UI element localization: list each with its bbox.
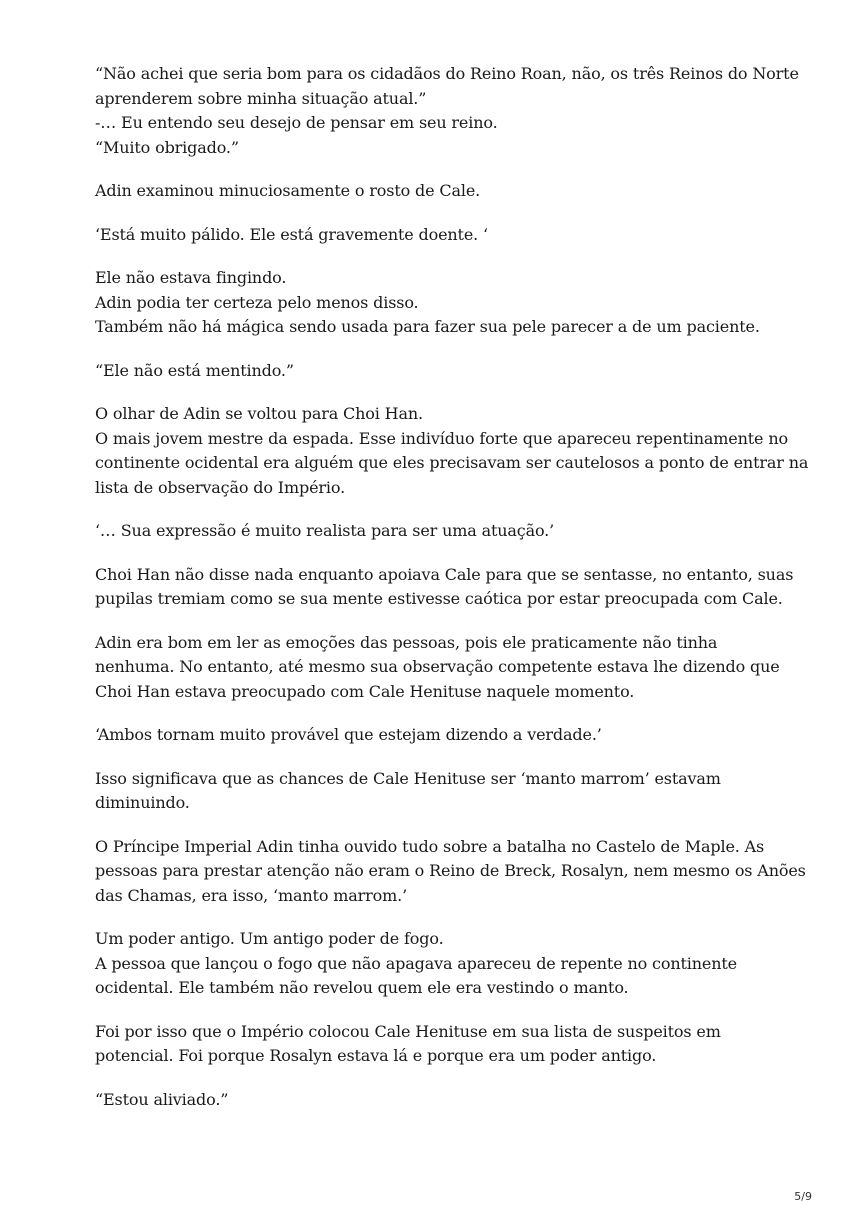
paragraph-2 bbox=[95, 179, 795, 204]
text-line: O mais jovem mestre da espada. Esse indivíduo forte que apareceu repentinamente no bbox=[95, 428, 788, 448]
document-body bbox=[95, 62, 809, 1131]
text-line: das Chamas, era isso, ‘manto marrom.’ bbox=[95, 885, 408, 905]
text-line: Choi Han não disse nada enquanto apoiava Cale para que se sentasse, no entanto, suas bbox=[95, 564, 794, 584]
text-line: Adin era bom em ler as emoções das pessoas, pois ele praticamente não tinha bbox=[95, 632, 718, 652]
text-line: -… Eu entendo seu desejo de pensar em seu reino. bbox=[95, 113, 498, 132]
text-line: O Príncipe Imperial Adin tinha ouvido tudo sobre a batalha no Castelo de Maple. As bbox=[95, 836, 765, 856]
text-line: ‘Está muito pálido. Ele está gravemente doente. ‘ bbox=[95, 224, 488, 244]
paragraph-11 bbox=[95, 767, 795, 816]
text-line: O olhar de Adin se voltou para Choi Han. bbox=[95, 404, 423, 423]
paragraph-4 bbox=[95, 266, 795, 340]
text-line: Também não há mágica sendo usada para fazer sua pele parecer a de um paciente. bbox=[95, 317, 760, 336]
text-line: Isso significava que as chances de Cale Henituse ser ‘manto marrom’ estavam bbox=[95, 768, 721, 788]
text-line: ocidental. Ele também não revelou quem ele era vestindo o manto. bbox=[95, 978, 629, 997]
paragraph-3 bbox=[95, 223, 795, 248]
text-line: diminuindo. bbox=[95, 793, 190, 812]
text-line: aprenderem sobre minha situação atual.” bbox=[95, 88, 427, 108]
text-line: Ele não estava fingindo. bbox=[95, 268, 287, 287]
text-line: “Não achei que seria bom para os cidadãos do Reino Roan, não, os três Reinos do Norte bbox=[95, 64, 799, 83]
paragraph-7 bbox=[95, 519, 795, 544]
paragraph-6 bbox=[95, 402, 809, 500]
text-line: pessoas para prestar atenção não eram o Reino de Breck, Rosalyn, nem mesmo os Anões bbox=[95, 861, 806, 880]
paragraph-10 bbox=[95, 723, 795, 748]
text-line: “Estou aliviado.” bbox=[95, 1089, 229, 1109]
text-line: continente ocidental era alguém que eles precisavam ser cautelosos a ponto de entrar na bbox=[95, 453, 809, 472]
text-line: Adin examinou minuciosamente o rosto de Cale. bbox=[95, 181, 481, 200]
paragraph-13 bbox=[95, 927, 795, 1001]
paragraph-9 bbox=[95, 631, 795, 705]
paragraph-5 bbox=[95, 359, 795, 384]
paragraph-8 bbox=[95, 563, 795, 612]
page-number: 5/9 bbox=[794, 1190, 812, 1203]
text-line: A pessoa que lançou o fogo que não apagava apareceu de repente no continente bbox=[95, 953, 737, 973]
text-line: “Muito obrigado.” bbox=[95, 137, 239, 157]
text-line: ‘… Sua expressão é muito realista para ser uma atuação.’ bbox=[95, 521, 555, 540]
text-line: Choi Han estava preocupado com Cale Henituse naquele momento. bbox=[95, 681, 635, 701]
text-line: nenhuma. No entanto, até mesmo sua observação competente estava lhe dizendo que bbox=[95, 657, 780, 676]
text-line: “Ele não está mentindo.” bbox=[95, 360, 294, 380]
paragraph-15 bbox=[95, 1088, 795, 1113]
text-line: Um poder antigo. Um antigo poder de fogo. bbox=[95, 929, 444, 948]
text-line: potencial. Foi porque Rosalyn estava lá e porque era um poder antigo. bbox=[95, 1046, 657, 1065]
text-line: ‘Ambos tornam muito provável que estejam dizendo a verdade.’ bbox=[95, 725, 602, 744]
text-line: Adin podia ter certeza pelo menos disso. bbox=[95, 292, 419, 312]
text-line: lista de observação do Império. bbox=[95, 477, 346, 497]
text-line: pupilas tremiam como se sua mente estivesse caótica por estar preocupada com Cale. bbox=[95, 589, 783, 608]
paragraph-14 bbox=[95, 1020, 795, 1069]
text-line: Foi por isso que o Império colocou Cale Henituse em sua lista de suspeitos em bbox=[95, 1021, 721, 1041]
paragraph-12 bbox=[95, 835, 806, 909]
paragraph-1 bbox=[95, 62, 799, 160]
